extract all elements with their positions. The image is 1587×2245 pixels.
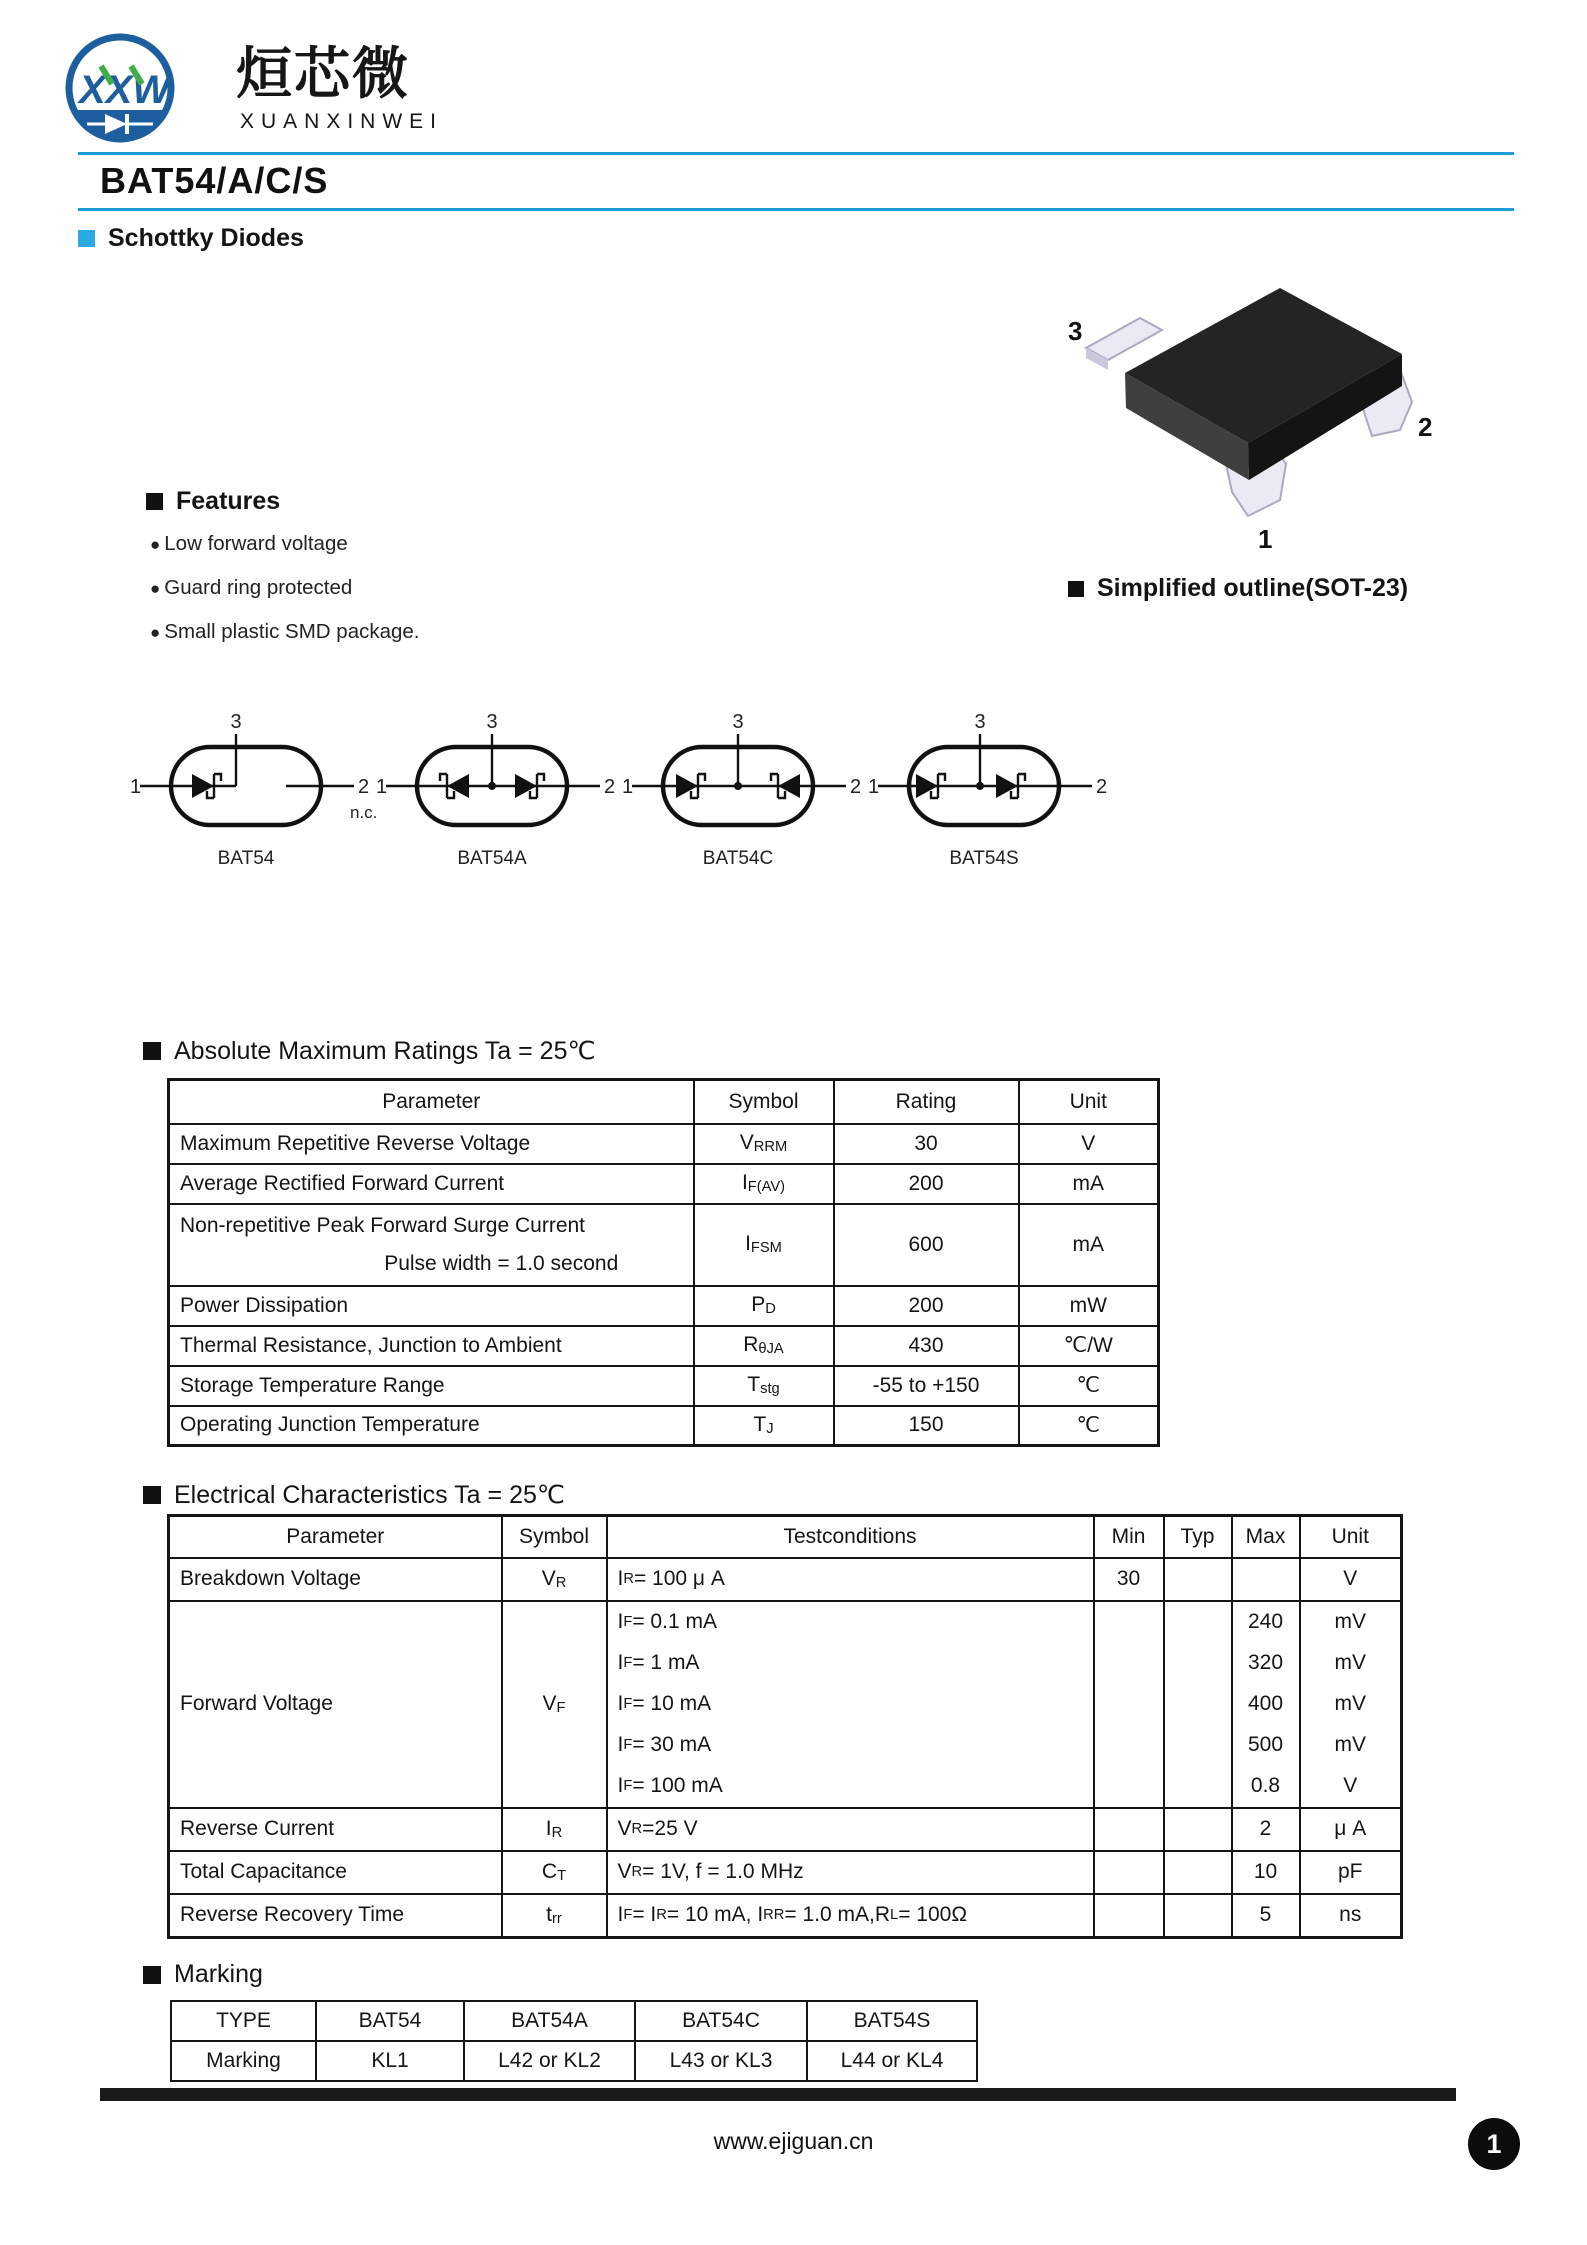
table-row	[169, 1164, 1159, 1204]
blue-square-bullet	[78, 230, 95, 247]
condition-line	[608, 1895, 1093, 1936]
rating-cell: 600	[834, 1204, 1019, 1286]
condition-subscript: F	[623, 1655, 633, 1671]
feature-text: Guard ring protected	[164, 576, 353, 599]
condition-subscript: F	[623, 1778, 633, 1794]
amr-col-unit: Unit	[1019, 1080, 1159, 1124]
symbol-base: I	[545, 1816, 552, 1840]
marking-cell: BAT54S	[807, 2001, 977, 2041]
min-cell	[1094, 1601, 1164, 1808]
condition-text: V	[617, 1860, 632, 1883]
condition-line	[608, 1559, 1093, 1600]
symbol-subscript: D	[765, 1301, 776, 1318]
param-cell: Storage Temperature Range	[169, 1366, 694, 1406]
marking-cell: BAT54C	[635, 2001, 807, 2041]
symbol-subscript: FSM	[750, 1240, 782, 1257]
marking-cell: BAT54A	[464, 2001, 635, 2041]
testconditions-cell	[607, 1894, 1094, 1938]
company-name-cn: 烜芯微	[236, 42, 410, 105]
symbol-subscript: T	[557, 1868, 567, 1885]
testconditions-cell	[607, 1851, 1094, 1894]
symbol-cell	[694, 1406, 834, 1446]
symbol-cell	[502, 1808, 607, 1851]
unit-cell	[1300, 1851, 1402, 1894]
symbol-cell	[694, 1124, 834, 1164]
table-header-row	[169, 1080, 1159, 1124]
max-value	[1233, 1559, 1299, 1600]
diode-diagram-BAT54	[126, 712, 378, 874]
condition-subscript: F	[623, 1614, 633, 1630]
pin3-label: 3	[974, 712, 986, 733]
amr-col-rating: Rating	[834, 1080, 1019, 1124]
page-title: BAT54/A/C/S	[100, 160, 329, 201]
diode-diagram-graphic	[126, 712, 378, 874]
condition-text: I	[617, 1774, 624, 1797]
company-logo	[56, 24, 236, 156]
pinout-diagrams	[126, 712, 1466, 882]
min-cell: 30	[1094, 1558, 1164, 1601]
feature-item	[150, 576, 420, 600]
amr-col-parameter: Parameter	[169, 1080, 694, 1124]
condition-text: =25 V	[642, 1817, 698, 1840]
header-rule-top	[78, 152, 1514, 155]
unit-cell: ℃	[1019, 1366, 1159, 1406]
package-lead-3	[1086, 318, 1162, 360]
testconditions-cell	[607, 1601, 1094, 1808]
param-cell	[169, 1204, 694, 1286]
bullet-icon: ●	[150, 622, 161, 642]
table-row	[169, 1326, 1159, 1366]
min-cell	[1094, 1894, 1164, 1938]
table-header-row	[169, 1516, 1402, 1558]
rating-cell: 200	[834, 1164, 1019, 1204]
condition-text: = 1.0 mA,R	[784, 1903, 891, 1926]
condition-subscript: F	[623, 1737, 633, 1753]
diode-diagram-BAT54S	[864, 712, 1116, 874]
bullet-icon: ●	[150, 534, 161, 554]
condition-subscript: RR	[763, 1907, 785, 1923]
rating-cell: 30	[834, 1124, 1019, 1164]
feature-item	[150, 620, 420, 644]
symbol-subscript: RRM	[753, 1139, 788, 1156]
condition-text: = 10 mA, I	[666, 1903, 764, 1926]
ec-col-parameter: Parameter	[169, 1516, 502, 1558]
testconditions-cell	[607, 1808, 1094, 1851]
ec-section-heading	[143, 1480, 565, 1510]
ec-col-typ: Typ	[1164, 1516, 1232, 1558]
symbol-base: T	[747, 1373, 761, 1397]
condition-text: I	[617, 1692, 624, 1715]
bullet-icon: ●	[150, 578, 161, 598]
condition-text: = 0.1 mA	[632, 1610, 717, 1633]
symbol-base: t	[546, 1902, 553, 1926]
features-section-heading	[146, 487, 280, 516]
pin2-label: 2	[358, 776, 370, 798]
condition-text: I	[617, 1567, 624, 1590]
diode-diagram-graphic	[372, 712, 624, 874]
sot23-package	[1050, 268, 1440, 568]
logo-xxw-text: XXW	[79, 68, 171, 112]
unit-cell: V	[1019, 1124, 1159, 1164]
amr-heading-text: Absolute Maximum Ratings Ta = 25℃	[174, 1037, 596, 1065]
condition-subscript: F	[623, 1696, 633, 1712]
param-cell: Forward Voltage	[169, 1601, 502, 1808]
table-row	[169, 1286, 1159, 1326]
typ-cell	[1164, 1894, 1232, 1938]
sot23-package-graphic	[1050, 268, 1440, 568]
symbol-base: I	[745, 1232, 751, 1256]
typ-cell	[1164, 1808, 1232, 1851]
amr-table	[167, 1078, 1160, 1447]
page-number: 1	[1486, 2128, 1502, 2159]
amr-section-heading	[143, 1036, 596, 1066]
marking-cell: KL1	[316, 2041, 464, 2081]
condition-line	[608, 1766, 1093, 1807]
logo-graphic	[56, 24, 236, 156]
condition-text: = I	[632, 1903, 657, 1926]
unit-cell: mA	[1019, 1164, 1159, 1204]
symbol-base: V	[541, 1566, 556, 1590]
typ-cell	[1164, 1851, 1232, 1894]
max-value: 5	[1259, 1903, 1272, 1926]
param-cell: Reverse Recovery Time	[169, 1894, 502, 1938]
param-cell: Power Dissipation	[169, 1286, 694, 1326]
param-cell: Maximum Repetitive Reverse Voltage	[169, 1124, 694, 1164]
marking-cell: BAT54	[316, 2001, 464, 2041]
footer-url: www.ejiguan.cn	[713, 2128, 874, 2154]
max-value: 320	[1247, 1651, 1284, 1674]
black-square-bullet	[1068, 581, 1084, 597]
max-cell	[1232, 1851, 1300, 1894]
features-heading-text: Features	[176, 487, 281, 515]
condition-text: = 1 mA	[632, 1651, 700, 1674]
symbol-cell	[502, 1894, 607, 1938]
max-cell	[1232, 1601, 1300, 1808]
outline-section-heading	[1068, 574, 1408, 603]
ec-table	[167, 1514, 1403, 1939]
package-pin3-label: 3	[1068, 316, 1083, 346]
table-row	[169, 1851, 1402, 1894]
unit-cell	[1300, 1558, 1402, 1601]
diode-diagram-BAT54C	[618, 712, 870, 874]
symbol-base: V	[542, 1691, 557, 1715]
page-number-badge	[1468, 2118, 1520, 2170]
symbol-base: I	[741, 1171, 748, 1195]
symbol-cell	[694, 1286, 834, 1326]
condition-subscript: R	[631, 1864, 643, 1880]
diode-diagram-BAT54A	[372, 712, 624, 874]
diagram-caption: BAT54S	[949, 848, 1019, 869]
ec-col-min: Min	[1094, 1516, 1164, 1558]
symbol-base: P	[751, 1293, 766, 1317]
condition-text: = 100Ω	[898, 1903, 968, 1926]
black-square-bullet	[143, 1486, 161, 1504]
condition-line	[608, 1852, 1093, 1893]
pin1-label: 1	[622, 776, 634, 798]
symbol-subscript: stg	[760, 1381, 780, 1398]
marking-cell: L43 or KL3	[635, 2041, 807, 2081]
symbol-subscript: F	[556, 1700, 566, 1717]
param-line-2: Pulse width = 1.0 second	[384, 1251, 619, 1275]
param-cell: Operating Junction Temperature	[169, 1406, 694, 1446]
unit-value: mV	[1334, 1610, 1366, 1633]
condition-text: = 1V, f = 1.0 MHz	[642, 1860, 804, 1883]
rating-cell: 200	[834, 1286, 1019, 1326]
condition-text: I	[617, 1610, 624, 1633]
param-line-1: Non-repetitive Peak Forward Surge Current	[180, 1213, 586, 1237]
table-row	[169, 1558, 1402, 1601]
max-value: 10	[1253, 1860, 1278, 1883]
table-row	[171, 2001, 977, 2041]
amr-col-symbol: Symbol	[694, 1080, 834, 1124]
condition-text: V	[617, 1817, 632, 1840]
diode-diagram-graphic	[864, 712, 1116, 874]
marking-cell: TYPE	[171, 2001, 316, 2041]
min-cell	[1094, 1808, 1164, 1851]
nc-label: n.c.	[350, 803, 378, 822]
symbol-subscript: θJA	[758, 1341, 784, 1358]
outline-heading-text: Simplified outline(SOT-23)	[1097, 574, 1409, 602]
condition-subscript: R	[631, 1821, 643, 1837]
unit-value: μ A	[1334, 1817, 1367, 1840]
unit-cell	[1300, 1601, 1402, 1808]
pin3-label: 3	[486, 712, 498, 733]
marking-section-heading	[143, 1960, 263, 1989]
max-cell	[1232, 1894, 1300, 1938]
diode-diagram-graphic	[618, 712, 870, 874]
unit-cell	[1300, 1808, 1402, 1851]
symbol-base: T	[753, 1413, 767, 1437]
unit-value: mV	[1334, 1692, 1366, 1715]
param-cell: Reverse Current	[169, 1808, 502, 1851]
feature-text: Small plastic SMD package.	[164, 620, 420, 643]
condition-line	[608, 1684, 1093, 1725]
symbol-cell	[694, 1366, 834, 1406]
marking-cell: L42 or KL2	[464, 2041, 635, 2081]
condition-line	[608, 1809, 1093, 1850]
symbol-cell	[502, 1558, 607, 1601]
marking-cell: L44 or KL4	[807, 2041, 977, 2081]
pin1-label: 1	[868, 776, 880, 798]
param-cell: Breakdown Voltage	[169, 1558, 502, 1601]
rating-cell: 150	[834, 1406, 1019, 1446]
param-cell: Total Capacitance	[169, 1851, 502, 1894]
typ-cell	[1164, 1601, 1232, 1808]
symbol-cell	[694, 1326, 834, 1366]
symbol-cell	[502, 1851, 607, 1894]
table-row	[171, 2041, 977, 2081]
max-value: 0.8	[1250, 1774, 1281, 1797]
unit-cell: ℃	[1019, 1406, 1159, 1446]
unit-value: ns	[1339, 1903, 1362, 1926]
condition-line	[608, 1602, 1093, 1643]
ec-col-symbol: Symbol	[502, 1516, 607, 1558]
unit-cell: ℃/W	[1019, 1326, 1159, 1366]
table-row	[169, 1894, 1402, 1938]
condition-text: I	[617, 1733, 624, 1756]
symbol-subscript: R	[555, 1575, 567, 1592]
symbol-subscript: R	[551, 1825, 563, 1842]
pin2-label: 2	[604, 776, 616, 798]
condition-subscript: R	[623, 1571, 634, 1587]
condition-line	[608, 1725, 1093, 1766]
max-value: 2	[1259, 1817, 1272, 1840]
max-value: 240	[1247, 1610, 1284, 1633]
max-cell	[1232, 1558, 1300, 1601]
symbol-base: C	[541, 1859, 558, 1883]
marking-table	[170, 2000, 978, 2082]
package-pin2-label: 2	[1418, 412, 1433, 442]
features-list	[150, 532, 420, 664]
condition-line	[608, 1643, 1093, 1684]
pin2-label: 2	[850, 776, 862, 798]
condition-subscript: R	[656, 1907, 667, 1923]
rating-cell: 430	[834, 1326, 1019, 1366]
symbol-subscript: J	[766, 1421, 774, 1438]
unit-value: V	[1343, 1774, 1358, 1797]
param-cell: Average Rectified Forward Current	[169, 1164, 694, 1204]
condition-text: = 30 mA	[632, 1733, 712, 1756]
param-cell: Thermal Resistance, Junction to Ambient	[169, 1326, 694, 1366]
rating-cell: -55 to +150	[834, 1366, 1019, 1406]
marking-cell: Marking	[171, 2041, 316, 2081]
black-square-bullet	[143, 1042, 161, 1060]
feature-text: Low forward voltage	[164, 532, 348, 555]
company-name-en: XUANXINWEI	[240, 110, 444, 133]
symbol-base: V	[739, 1131, 754, 1155]
condition-text: I	[617, 1651, 624, 1674]
table-row	[169, 1808, 1402, 1851]
condition-subscript: F	[623, 1907, 633, 1923]
condition-text: = 100 mA	[632, 1774, 723, 1797]
diagram-caption: BAT54C	[702, 848, 774, 869]
header-rule-bottom	[78, 208, 1514, 211]
footer-bar	[100, 2088, 1456, 2101]
black-square-bullet	[143, 1966, 161, 1984]
condition-subscript: L	[890, 1907, 899, 1923]
unit-value: V	[1343, 1567, 1358, 1590]
pin3-label: 3	[732, 712, 744, 733]
symbol-subscript: rr	[552, 1911, 562, 1928]
table-row	[169, 1124, 1159, 1164]
subtitle-text: Schottky Diodes	[108, 224, 304, 252]
unit-cell: mA	[1019, 1204, 1159, 1286]
table-row	[169, 1366, 1159, 1406]
subtitle-section	[78, 224, 304, 253]
unit-value: mV	[1334, 1733, 1366, 1756]
max-cell	[1232, 1808, 1300, 1851]
table-row	[169, 1601, 1402, 1808]
table-row	[169, 1204, 1159, 1286]
symbol-cell	[694, 1164, 834, 1204]
diagram-caption: BAT54	[217, 848, 275, 869]
pin1-label: 1	[130, 776, 142, 798]
unit-cell	[1300, 1894, 1402, 1938]
table-row	[169, 1406, 1159, 1446]
diagram-caption: BAT54A	[457, 848, 527, 869]
pin3-label: 3	[230, 712, 242, 733]
condition-text: = 100 μ A	[633, 1567, 725, 1590]
black-square-bullet	[146, 493, 163, 510]
unit-cell: mW	[1019, 1286, 1159, 1326]
symbol-cell	[502, 1601, 607, 1808]
min-cell	[1094, 1851, 1164, 1894]
pin1-label: 1	[376, 776, 388, 798]
condition-text: I	[617, 1903, 624, 1926]
max-value: 500	[1247, 1733, 1284, 1756]
typ-cell	[1164, 1558, 1232, 1601]
unit-value: pF	[1337, 1860, 1363, 1883]
unit-value: mV	[1334, 1651, 1366, 1674]
symbol-subscript: F(AV)	[747, 1179, 786, 1196]
marking-heading-text: Marking	[174, 1960, 263, 1988]
ec-heading-text: Electrical Characteristics Ta = 25℃	[174, 1481, 565, 1509]
symbol-cell	[694, 1204, 834, 1286]
condition-text: = 10 mA	[632, 1692, 712, 1715]
max-value: 400	[1247, 1692, 1284, 1715]
ec-col-max: Max	[1232, 1516, 1300, 1558]
testconditions-cell	[607, 1558, 1094, 1601]
symbol-base: R	[743, 1333, 759, 1357]
ec-col-unit: Unit	[1300, 1516, 1402, 1558]
package-pin1-label: 1	[1258, 524, 1273, 554]
feature-item	[150, 532, 420, 556]
pin2-label: 2	[1096, 776, 1108, 798]
ec-col-testconditions: Testconditions	[607, 1516, 1094, 1558]
